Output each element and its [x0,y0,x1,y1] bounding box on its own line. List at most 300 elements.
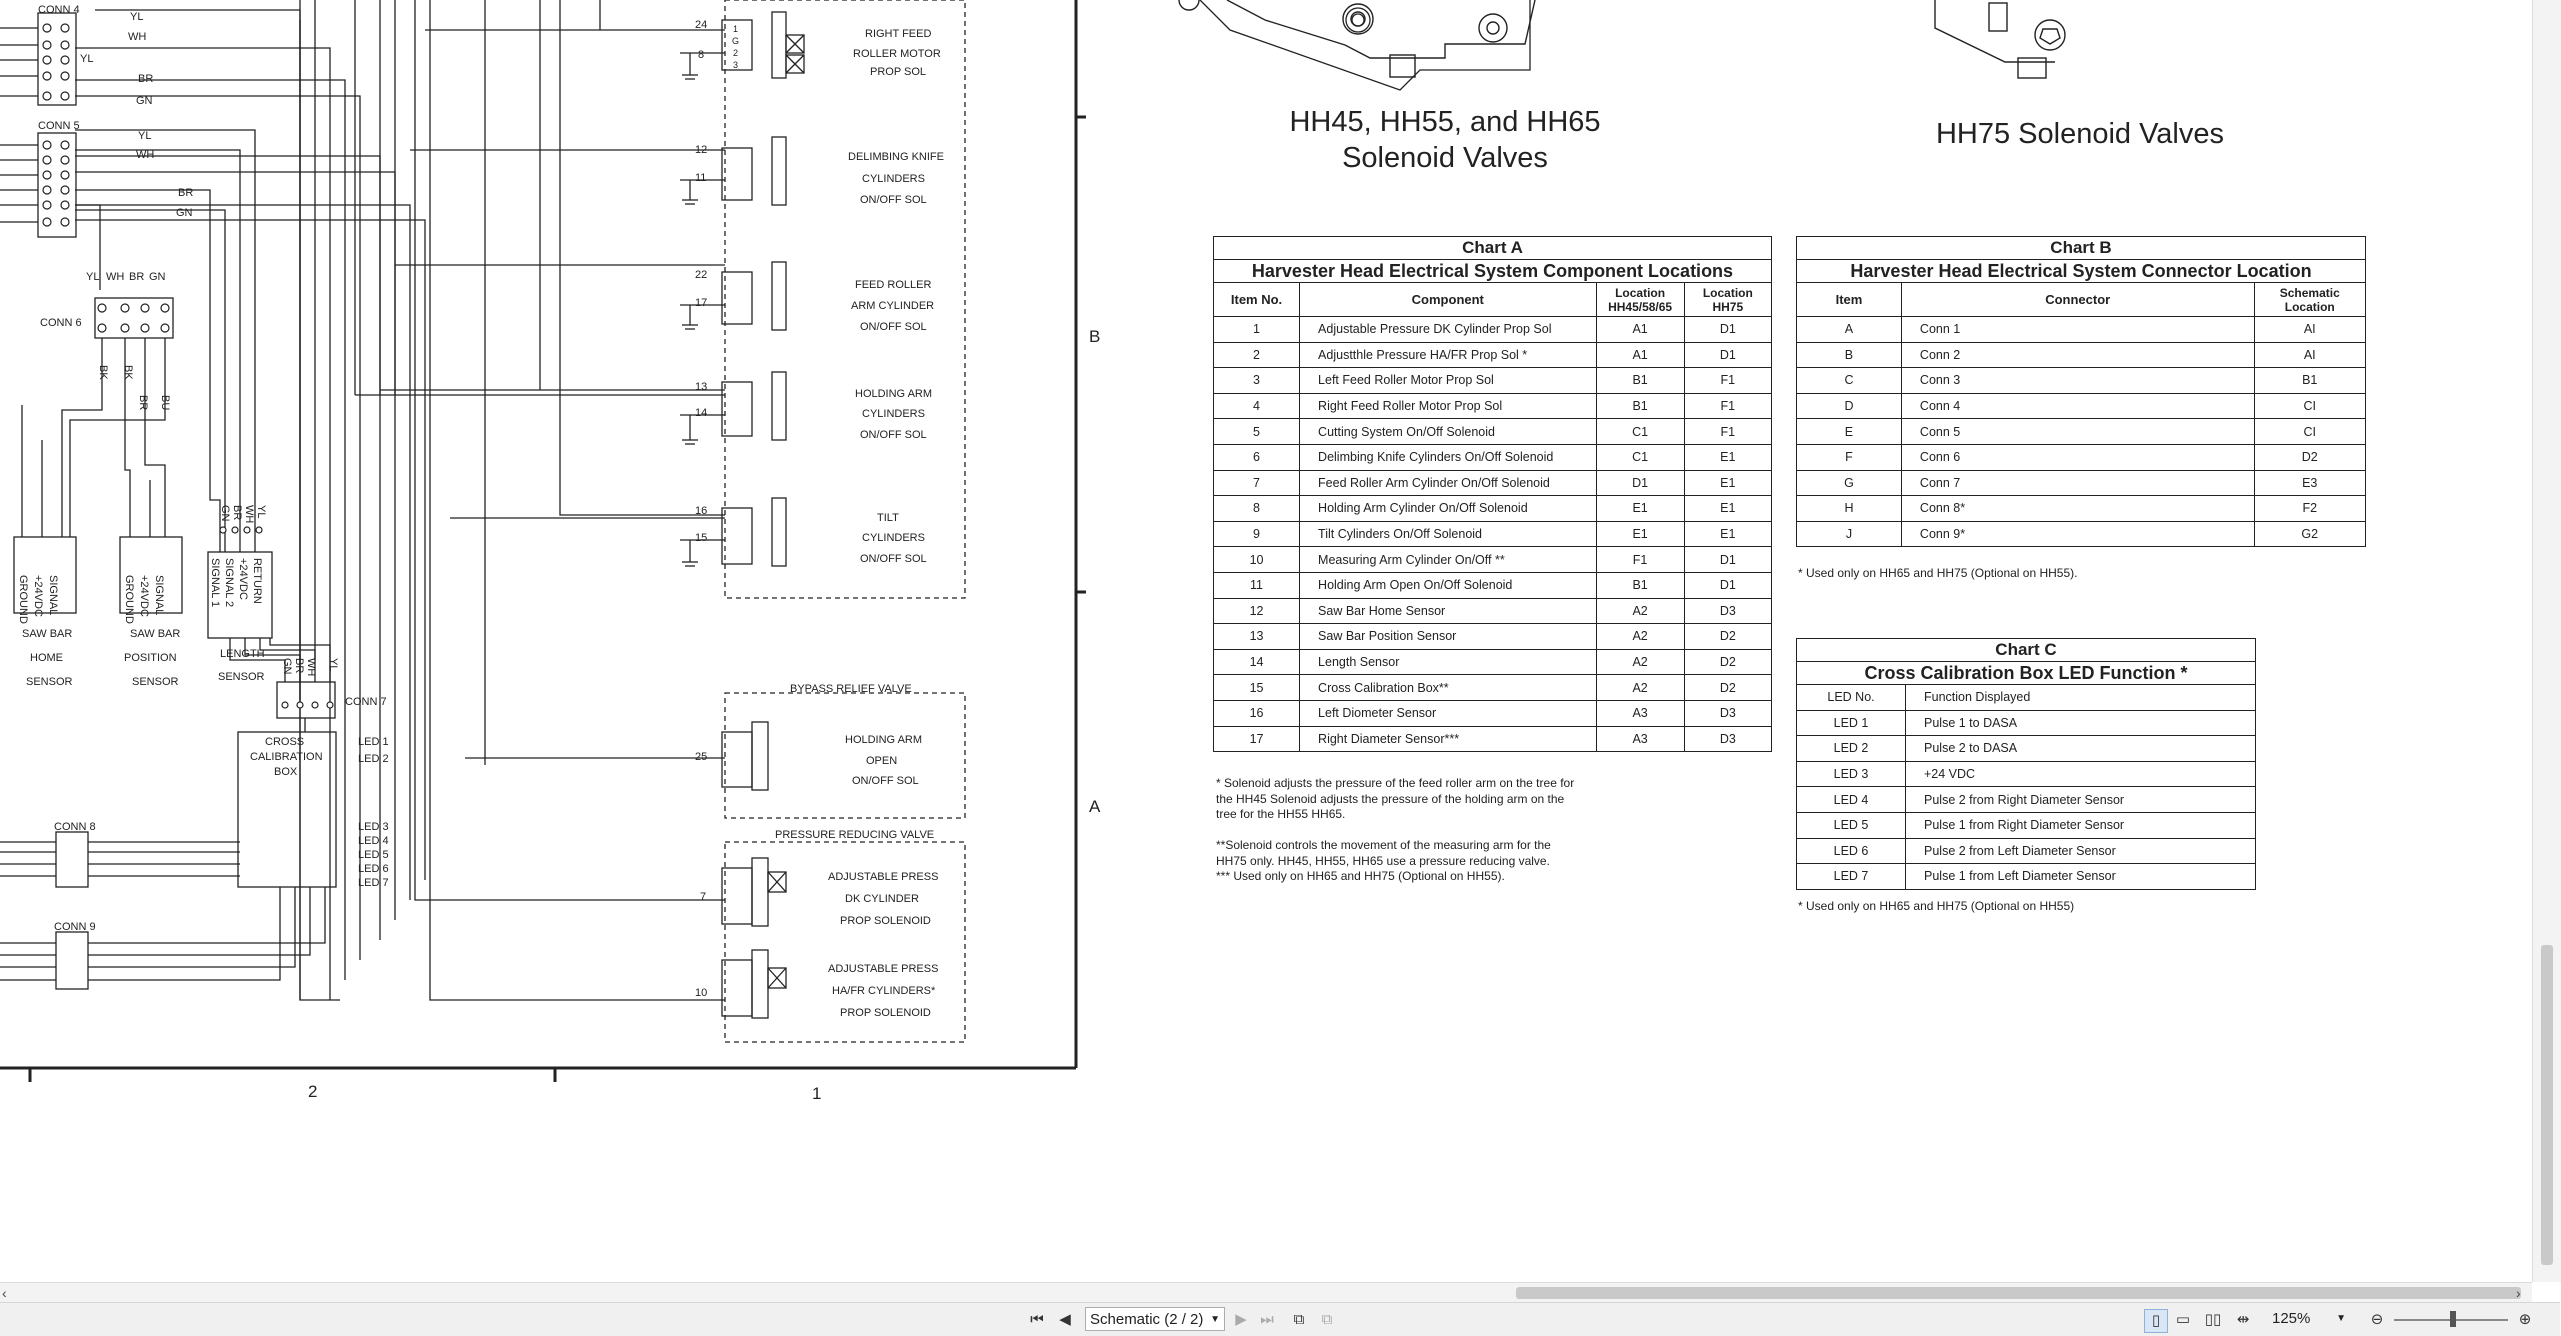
sol4-label-3: ON/OFF SOL [860,429,927,441]
table-cell: Length Sensor [1300,649,1596,675]
sol1-label-1: RIGHT FEED [865,28,932,40]
wire-gn-label: GN [219,505,231,522]
home-sensor-pin-signal: SIGNAL [47,575,59,616]
table-cell: D1 [1684,342,1771,368]
view-toggle-secondary-icon[interactable]: ⧉ [1321,1311,1333,1328]
sol3-pin-top: 22 [695,269,708,281]
table-row [1214,444,1772,470]
table-cell: G2 [2254,521,2366,547]
pin-label: 3 [733,60,739,70]
wire-bu-label: BU [159,395,171,411]
sol5-label-3: ON/OFF SOL [860,553,927,565]
first-page-icon[interactable]: ⏮ [1030,1311,1044,1328]
table-cell: D [1797,393,1902,419]
wire-gn-label: GN [176,207,193,219]
pin-label: G [732,36,740,46]
sol3-label-1: FEED ROLLER [855,279,932,291]
continuous-icon[interactable]: ▭ [2175,1311,2191,1328]
table-cell: AI [2254,317,2366,343]
chart-a-table [1213,236,1772,752]
table-cell: E1 [1596,521,1684,547]
chart-a-subtitle: Harvester Head Electrical System Component Locations [1214,260,1772,283]
table-cell: 10 [1214,547,1300,573]
sol5-label-1: TILT [877,512,899,524]
table-cell: Feed Roller Arm Cylinder On/Off Solenoid [1300,470,1596,496]
table-cell: AI [2254,342,2366,368]
table-cell: Pulse 2 from Left Diameter Sensor [1906,838,2256,864]
table-row [1797,470,2366,496]
ccbox-label-3: BOX [274,766,298,778]
position-sensor-pin-24v: +24VDC [138,575,150,617]
position-sensor-label-1: SAW BAR [130,628,181,640]
table-cell: C1 [1596,444,1684,470]
prev-page-icon[interactable]: ◀ [1059,1311,1071,1328]
table-row [1797,812,2256,838]
zone-b-label: B [1089,327,1101,346]
chart-b-header: Schematic Location [2254,283,2366,317]
table-row [1214,675,1772,701]
single-page-icon[interactable]: ▯ [2144,1309,2168,1333]
led3-label: LED 3 [358,821,389,833]
wire-gn-label: GN [149,271,166,283]
table-cell: A2 [1596,624,1684,650]
wire-gn-label: GN [136,95,153,107]
home-sensor-label-3: SENSOR [26,676,73,688]
sol1-pin-g: 8 [698,49,705,61]
table-cell: 9 [1214,521,1300,547]
table-cell: A3 [1596,700,1684,726]
conn4-label: CONN 4 [38,4,80,16]
wire-gn-label: GN [281,658,293,675]
adj-dk-label-1: ADJUSTABLE PRESS [828,871,939,883]
zoom-value: 125% [2272,1310,2311,1327]
wire-br-label: BR [129,271,145,283]
length-sensor-pin-signal2: SIGNAL 2 [223,558,235,608]
table-cell: A1 [1596,317,1684,343]
sol4-pin-g: 14 [695,407,708,419]
table-cell: F1 [1596,547,1684,573]
table-cell: 16 [1214,700,1300,726]
table-row [1797,317,2366,343]
holding-arm-open-label-3: ON/OFF SOL [852,775,919,787]
conn7-label: CONN 7 [345,696,387,708]
table-cell: Saw Bar Home Sensor [1300,598,1596,624]
table-row [1214,470,1772,496]
led1-label: LED 1 [358,736,389,748]
conn8-label: CONN 8 [54,821,96,833]
table-cell: Conn 4 [1901,393,2254,419]
table-cell: 6 [1214,444,1300,470]
table-cell: B1 [1596,368,1684,394]
chart-b-note: * Used only on HH65 and HH75 (Optional on HH55). [1798,566,2078,580]
horizontal-scroll-thumb[interactable] [1516,1287,2521,1299]
table-cell: F [1797,444,1902,470]
table-cell: Pulse 1 to DASA [1906,710,2256,736]
adj-dk-pin: 7 [700,891,707,903]
sol5-pin-top: 16 [695,505,708,517]
ccbox-label-1: CROSS [265,736,305,748]
table-cell: D2 [1684,649,1771,675]
chart-b-table [1796,236,2366,547]
chart-c-subtitle: Cross Calibration Box LED Function * [1797,662,2256,685]
holding-arm-open-pin: 25 [695,751,708,763]
zoom-out-icon[interactable]: ⊖ [2370,1311,2384,1328]
table-cell: LED 1 [1797,710,1906,736]
valve-drawings [1175,0,2055,85]
table-cell: Tilt Cylinders On/Off Solenoid [1300,521,1596,547]
chevron-down-icon: ▼ [2336,1313,2346,1324]
table-cell: H [1797,496,1902,522]
wire-wh-label: WH [243,505,255,524]
sol2-label-2: CYLINDERS [862,173,925,185]
hh75-solenoid-valves-heading: HH75 Solenoid Valves [1935,118,2225,150]
table-cell: Conn 6 [1901,444,2254,470]
table-cell: D2 [1684,624,1771,650]
table-row [1797,342,2366,368]
table-row [1214,496,1772,522]
table-cell: Holding Arm Open On/Off Solenoid [1300,572,1596,598]
bypass-relief-valve-label: BYPASS RELIEF VALVE [790,683,912,695]
table-cell: Conn 9* [1901,521,2254,547]
adj-ha-label-3: PROP SOLENOID [840,1007,931,1019]
sol2-label-3: ON/OFF SOL [860,194,927,206]
column-1-label: 1 [812,1084,822,1103]
zone-a-label: A [1089,797,1101,816]
table-row [1797,787,2256,813]
page-selector-value: Schematic (2 / 2) [1090,1311,1204,1328]
adj-ha-pin: 10 [695,987,708,999]
table-row [1214,342,1772,368]
table-cell: Conn 8* [1901,496,2254,522]
table-cell: Right Feed Roller Motor Prop Sol [1300,393,1596,419]
table-row [1214,419,1772,445]
adj-dk-label-3: PROP SOLENOID [840,915,931,927]
zoom-in-icon[interactable]: ⊕ [2518,1311,2532,1328]
table-cell: Adjustthle Pressure HA/FR Prop Sol * [1300,342,1596,368]
table-cell: D3 [1684,726,1771,752]
chart-b-header: Item [1797,283,1902,317]
led5-label: LED 5 [358,849,389,861]
wire-bk-label: BK [97,365,109,380]
wire-yl-label: YL [86,271,100,283]
sol4-pin-top: 13 [695,381,708,393]
length-sensor-pin-signal1: SIGNAL 1 [209,558,221,608]
table-cell: Pulse 1 from Right Diameter Sensor [1906,812,2256,838]
chevron-down-icon: ▼ [1210,1314,1220,1325]
table-cell: Measuring Arm Cylinder On/Off ** [1300,547,1596,573]
length-sensor-pin-return: RETURN [251,558,263,604]
next-page-icon[interactable]: ▶ [1235,1311,1247,1328]
table-row [1214,624,1772,650]
chart-a-title: Chart A [1214,237,1772,260]
table-cell: B1 [1596,393,1684,419]
wire-br-label: BR [231,505,243,521]
chart-b-header: Connector [1901,283,2254,317]
table-row [1797,761,2256,787]
chart-a-header: Component [1300,283,1596,317]
table-cell: 17 [1214,726,1300,752]
conn6-label: CONN 6 [40,317,82,329]
table-cell: Adjustable Pressure DK Cylinder Prop Sol [1300,317,1596,343]
table-cell: LED 6 [1797,838,1906,864]
table-cell: D1 [1684,317,1771,343]
table-cell: Pulse 2 to DASA [1906,736,2256,762]
table-cell: 12 [1214,598,1300,624]
table-cell: E1 [1684,521,1771,547]
table-cell: F1 [1684,368,1771,394]
sol4-label-1: HOLDING ARM [855,388,933,400]
table-cell: CI [2254,393,2366,419]
conn9-label: CONN 9 [54,921,96,933]
wiring-schematic [0,0,1101,1103]
vertical-scroll-thumb[interactable] [2541,945,2553,1265]
table-row [1214,726,1772,752]
table-cell: A2 [1596,675,1684,701]
table-cell: Left Feed Roller Motor Prop Sol [1300,368,1596,394]
led4-label: LED 4 [358,835,389,847]
chart-a-note-2: **Solenoid controls the movement of the measuring arm for the HH75 only. HH45, HH55, HH65 use a pressure reducing valve. [1216,838,1551,868]
wire-yl-label: YL [327,658,339,672]
table-cell: +24 VDC [1906,761,2256,787]
table-cell: C [1797,368,1902,394]
table-cell: F1 [1684,393,1771,419]
last-page-icon[interactable]: ⏭ [1260,1311,1274,1328]
position-sensor-label-3: SENSOR [132,676,179,688]
home-sensor-pin-ground: GROUND [17,575,29,624]
table-cell: 15 [1214,675,1300,701]
table-cell: D2 [1684,675,1771,701]
sol4-label-2: CYLINDERS [862,408,925,420]
two-page-icon[interactable]: ▯▯ [2204,1311,2222,1328]
home-sensor-pin-24v: +24VDC [32,575,44,617]
sol3-label-2: ARM CYLINDER [851,300,935,312]
sol1-label-2: ROLLER MOTOR [853,48,941,60]
table-cell: D3 [1684,700,1771,726]
chart-c-title: Chart C [1797,639,2256,662]
table-row [1797,838,2256,864]
chart-b-subtitle: Harvester Head Electrical System Connector Location [1797,260,2366,283]
length-sensor-pin-24v: +24VDC [237,558,249,600]
table-cell: Pulse 1 from Left Diameter Sensor [1906,864,2256,890]
table-row [1797,419,2366,445]
sol1-pin-top: 24 [695,19,708,31]
table-cell: Pulse 2 from Right Diameter Sensor [1906,787,2256,813]
wire-br-label: BR [178,187,194,199]
table-cell: B [1797,342,1902,368]
table-cell: F1 [1684,419,1771,445]
table-cell: 5 [1214,419,1300,445]
table-cell: Conn 7 [1901,470,2254,496]
table-cell: 8 [1214,496,1300,522]
wire-yl-label: YL [80,53,94,65]
wire-wh-label: WH [128,31,147,43]
sol5-pin-g: 15 [695,532,708,544]
table-cell: Holding Arm Cylinder On/Off Solenoid [1300,496,1596,522]
chart-b-title: Chart B [1797,237,2366,260]
table-cell: Cutting System On/Off Solenoid [1300,419,1596,445]
chart-c-header: Function Displayed [1906,685,2256,711]
table-cell: A1 [1596,342,1684,368]
wire-br-label: BR [138,73,154,85]
table-row [1214,598,1772,624]
table-cell: A [1797,317,1902,343]
table-cell: LED 7 [1797,864,1906,890]
split-icon[interactable]: ⇹ [2236,1311,2250,1328]
table-cell: E1 [1596,496,1684,522]
table-cell: 2 [1214,342,1300,368]
ccbox-label-2: CALIBRATION [250,751,323,763]
sol2-pin-g: 11 [695,172,707,184]
table-row [1797,496,2366,522]
table-cell: 4 [1214,393,1300,419]
pin-label: 1 [733,24,739,34]
home-sensor-label-2: HOME [30,652,63,664]
table-row [1214,547,1772,573]
table-cell: LED 5 [1797,812,1906,838]
chart-c-table [1796,638,2256,890]
led6-label: LED 6 [358,863,389,875]
table-cell: Conn 1 [1901,317,2254,343]
sol5-label-2: CYLINDERS [862,532,925,544]
view-toggle-icon[interactable]: ⧉ [1293,1311,1305,1328]
chart-a-header: Location HH45/58/65 [1596,283,1684,317]
table-cell: Conn 3 [1901,368,2254,394]
table-cell: Cross Calibration Box** [1300,675,1596,701]
table-row [1797,736,2256,762]
length-sensor-label-1: LENGTH [220,648,265,660]
table-row [1214,521,1772,547]
table-cell: Left Diometer Sensor [1300,700,1596,726]
table-cell: G [1797,470,1902,496]
table-row [1797,521,2366,547]
sol3-label-3: ON/OFF SOL [860,321,927,333]
table-cell: Right Diameter Sensor*** [1300,726,1596,752]
chart-c-header: LED No. [1797,685,1906,711]
position-sensor-label-2: POSITION [124,652,177,664]
table-cell: F2 [2254,496,2366,522]
table-cell: B1 [2254,368,2366,394]
table-row [1797,710,2256,736]
conn5-label: CONN 5 [38,120,80,132]
table-cell: J [1797,521,1902,547]
table-cell: A2 [1596,649,1684,675]
table-cell: Conn 2 [1901,342,2254,368]
table-row [1797,393,2366,419]
chart-a-note-1: * Solenoid adjusts the pressure of the feed roller arm on the tree for the HH45 Solenoid adjusts the pressure of the holding arm on the tree for the HH55 HH65. [1216,776,1575,821]
table-cell: LED 4 [1797,787,1906,813]
table-row [1214,700,1772,726]
table-cell: E1 [1684,470,1771,496]
sol1-label-3: PROP SOL [870,66,927,78]
table-row [1214,393,1772,419]
table-cell: D3 [1684,598,1771,624]
wire-yl-label: YL [138,130,152,142]
table-cell: Saw Bar Position Sensor [1300,624,1596,650]
page-selector[interactable] [1085,1307,1225,1331]
table-cell: 7 [1214,470,1300,496]
wire-wh-label: WH [305,658,317,677]
table-cell: CI [2254,419,2366,445]
table-cell: E3 [2254,470,2366,496]
wire-wh-label: WH [106,271,125,283]
table-cell: 13 [1214,624,1300,650]
table-row [1214,649,1772,675]
wire-br-label: BR [293,658,305,674]
adj-ha-label-2: HA/FR CYLINDERS* [832,985,936,997]
table-cell: E [1797,419,1902,445]
holding-arm-open-label-2: OPEN [866,755,898,767]
adj-ha-label-1: ADJUSTABLE PRESS [828,963,939,975]
sol2-label-1: DELIMBING KNIFE [848,151,944,163]
table-cell: A3 [1596,726,1684,752]
table-cell: E1 [1684,444,1771,470]
table-cell: Delimbing Knife Cylinders On/Off Solenoid [1300,444,1596,470]
status-bar [0,1302,2560,1336]
table-cell: D1 [1684,547,1771,573]
table-cell: 3 [1214,368,1300,394]
table-row [1214,317,1772,343]
table-cell: D2 [2254,444,2366,470]
pin-label: 2 [733,48,739,58]
wire-bk-label: BK [122,365,134,380]
horizontal-scrollbar[interactable] [0,1282,2532,1303]
chart-a-note-3: *** Used only on HH65 and HH75 (Optional on HH55). [1216,869,1505,883]
home-sensor-label-1: SAW BAR [22,628,73,640]
led2-label: LED 2 [358,753,389,765]
sol2-pin-top: 12 [695,144,708,156]
zoom-slider-handle[interactable] [2450,1311,2456,1327]
wire-yl-label: YL [255,505,267,519]
table-cell: LED 2 [1797,736,1906,762]
table-cell: D1 [1684,572,1771,598]
position-sensor-pin-signal: SIGNAL [153,575,165,616]
adj-dk-label-2: DK CYLINDER [845,893,919,905]
zoom-selector[interactable] [2272,1307,2352,1331]
hh45-solenoid-valves-heading: HH45, HH55, and HH65 Solenoid Valves [1289,106,1601,174]
table-cell: 14 [1214,649,1300,675]
position-sensor-pin-ground: GROUND [123,575,135,624]
scroll-right-icon[interactable]: › [2516,1285,2521,1301]
wire-br-label: BR [137,395,149,411]
table-row [1797,368,2366,394]
holding-arm-open-label-1: HOLDING ARM [845,734,923,746]
chart-c-note: * Used only on HH65 and HH75 (Optional on HH55) [1798,899,2075,913]
table-cell: D1 [1596,470,1684,496]
table-row [1214,572,1772,598]
column-2-label: 2 [308,1082,318,1101]
table-cell: E1 [1684,496,1771,522]
chart-a-header: Item No. [1214,283,1300,317]
pressure-reducing-valve-label: PRESSURE REDUCING VALVE [775,829,935,841]
table-cell: B1 [1596,572,1684,598]
chart-a-header: Location HH75 [1684,283,1771,317]
table-row [1214,368,1772,394]
wire-wh-label: WH [136,149,155,161]
table-cell: A2 [1596,598,1684,624]
led7-label: LED 7 [358,877,389,889]
scroll-left-icon[interactable]: ‹ [2,1285,7,1301]
length-sensor-label-2: SENSOR [218,671,265,683]
table-row [1797,444,2366,470]
vertical-scrollbar[interactable] [2532,0,2561,1282]
table-row [1797,864,2256,890]
table-cell: 1 [1214,317,1300,343]
table-cell: LED 3 [1797,761,1906,787]
wire-yl-label: YL [130,11,144,23]
table-cell: Conn 5 [1901,419,2254,445]
table-cell: 11 [1214,572,1300,598]
sol3-pin-g: 17 [695,297,708,309]
